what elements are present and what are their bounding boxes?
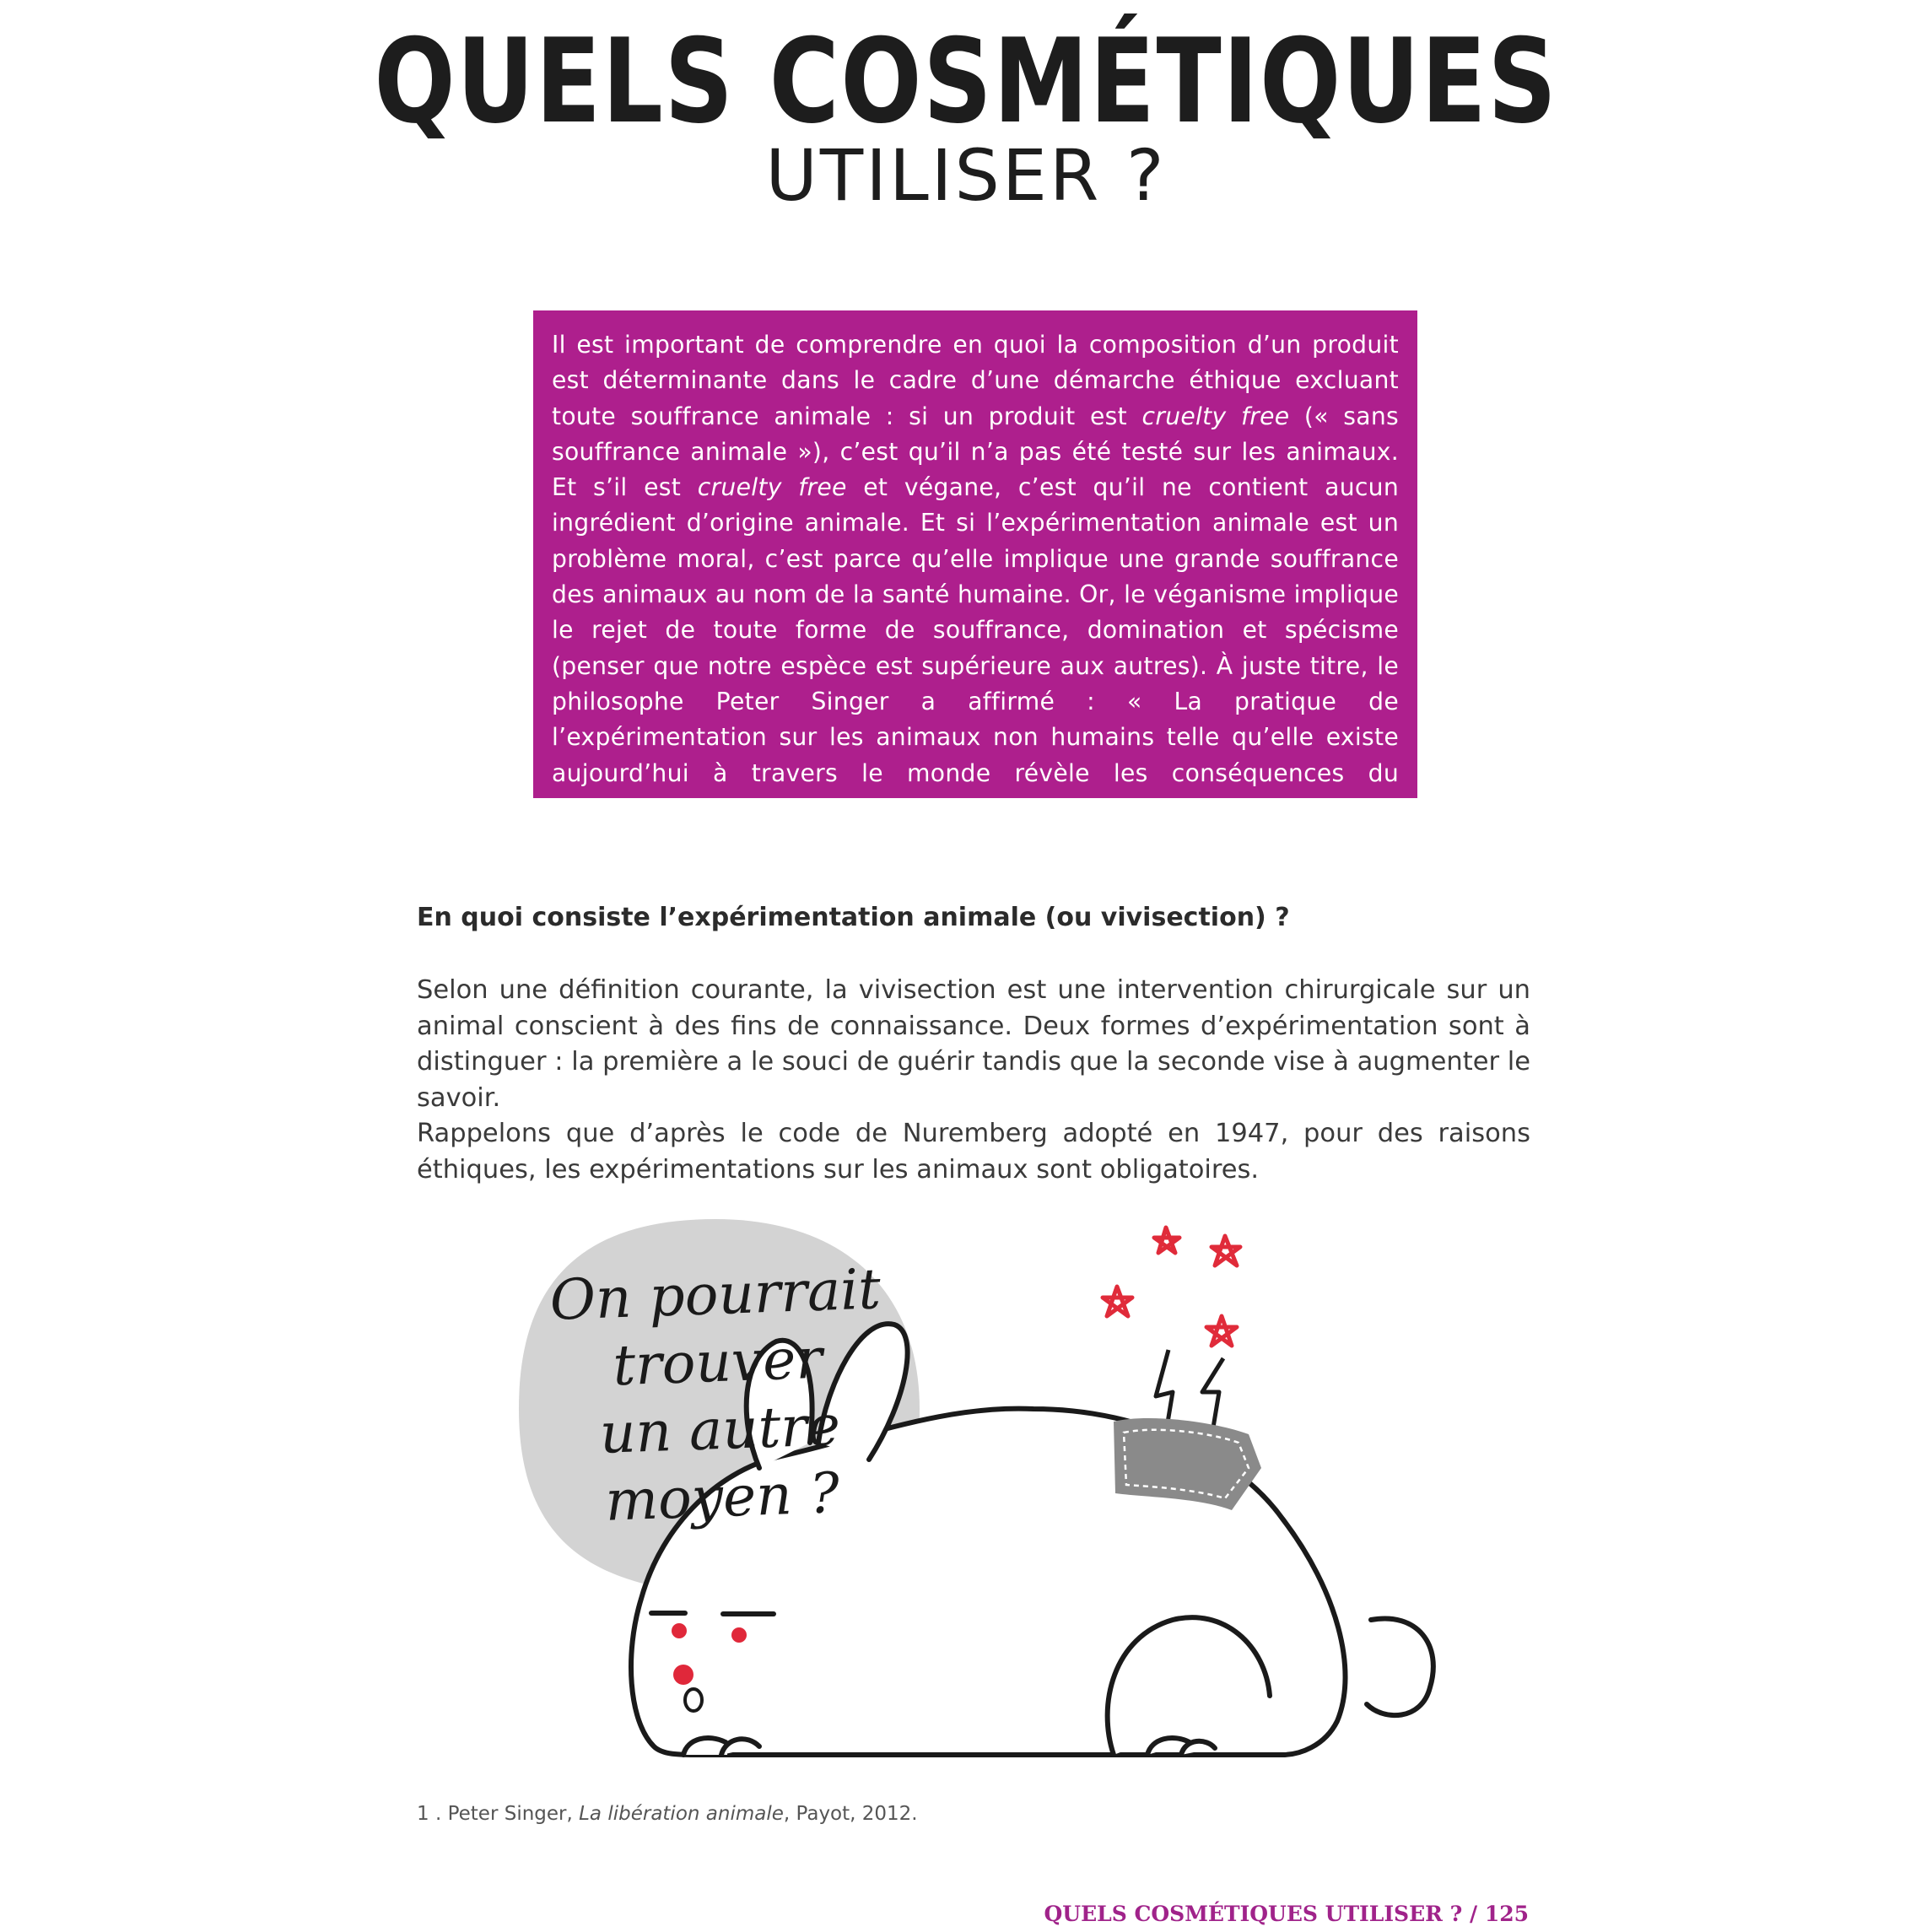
pain-stars-icon [1103, 1228, 1240, 1346]
intro-paragraph [552, 327, 1399, 833]
footer-separator: / [1462, 1902, 1485, 1926]
intro-text-1: Il est important de comprendre en quoi la composition d’un produit est déterminante dans le cadre d’une démarche éthique excluant toute souffrance animale : si un produit est [552, 331, 1399, 430]
bubble-line: On pourrait [548, 1256, 882, 1333]
footnote-ref: 1 [666, 800, 676, 818]
speech-bubble-text [529, 1255, 909, 1537]
intro-text-4: . » [675, 800, 706, 828]
footnote-work: La libération animale [579, 1803, 784, 1825]
intro-text-3: et végane, c’est qu’il ne contient aucun ingrédient d’origine animale. Et si l’expérimentation animale est un problème moral, c’est parce qu’elle implique une grande souffrance des animaux au nom de la santé humaine. Or, le véganisme implique le rejet de toute forme de souffrance, domination et spécisme (penser que notre espèce est supérieure aux autres). À juste titre, le philosophe Peter Singer a affirmé : « La pratique de l’expérimentation sur les animaux non humains telle qu’elle existe aujourd’hui à travers le monde révèle les conséquences du spécisme [552, 473, 1399, 828]
intro-emphasis-2: cruelty free [697, 473, 847, 502]
page-number: 125 [1484, 1902, 1529, 1926]
body-paragraph: Rappelons que d’après le code de Nuremberg adopté en 1947, pour des raisons éthiques, les expérimentations sur les animaux sont obligatoires. [417, 1119, 1530, 1185]
page-title: QUELS COSMÉTIQUES [374, 13, 1558, 149]
body-text [417, 973, 1530, 1188]
footnote [417, 1803, 1530, 1825]
footnote-author: Peter Singer, [447, 1803, 580, 1825]
bubble-line: moyen ? [604, 1460, 841, 1534]
intro-text-2: (« sans souffrance animale »), c’est qu’il n’a pas été testé sur les animaux. Et s’il est [552, 402, 1400, 502]
footnote-number: 1 . [417, 1803, 448, 1825]
running-title: QUELS COSMÉTIQUES UTILISER ? [1044, 1902, 1463, 1926]
bubble-line: trouver [612, 1325, 823, 1399]
body-paragraph: Selon une définition courante, la vivisection est une intervention chirurgicale sur un animal conscient à des fins de connaissance. Deux formes d’expérimentation sont à distinguer : la première a le souci de guérir tandis que la seconde vise à augmenter le savoir. [417, 975, 1530, 1113]
running-footer [1044, 1902, 1529, 1926]
intro-box [533, 310, 1417, 828]
section-heading: En quoi consiste l’expérimentation animale (ou vivisection) ? [417, 903, 1290, 932]
bubble-line: un autre [598, 1393, 842, 1466]
intro-emphasis-1: cruelty free [1141, 402, 1290, 430]
footnote-rest: , Payot, 2012. [783, 1803, 918, 1825]
page-subtitle: UTILISER ? [765, 134, 1167, 217]
